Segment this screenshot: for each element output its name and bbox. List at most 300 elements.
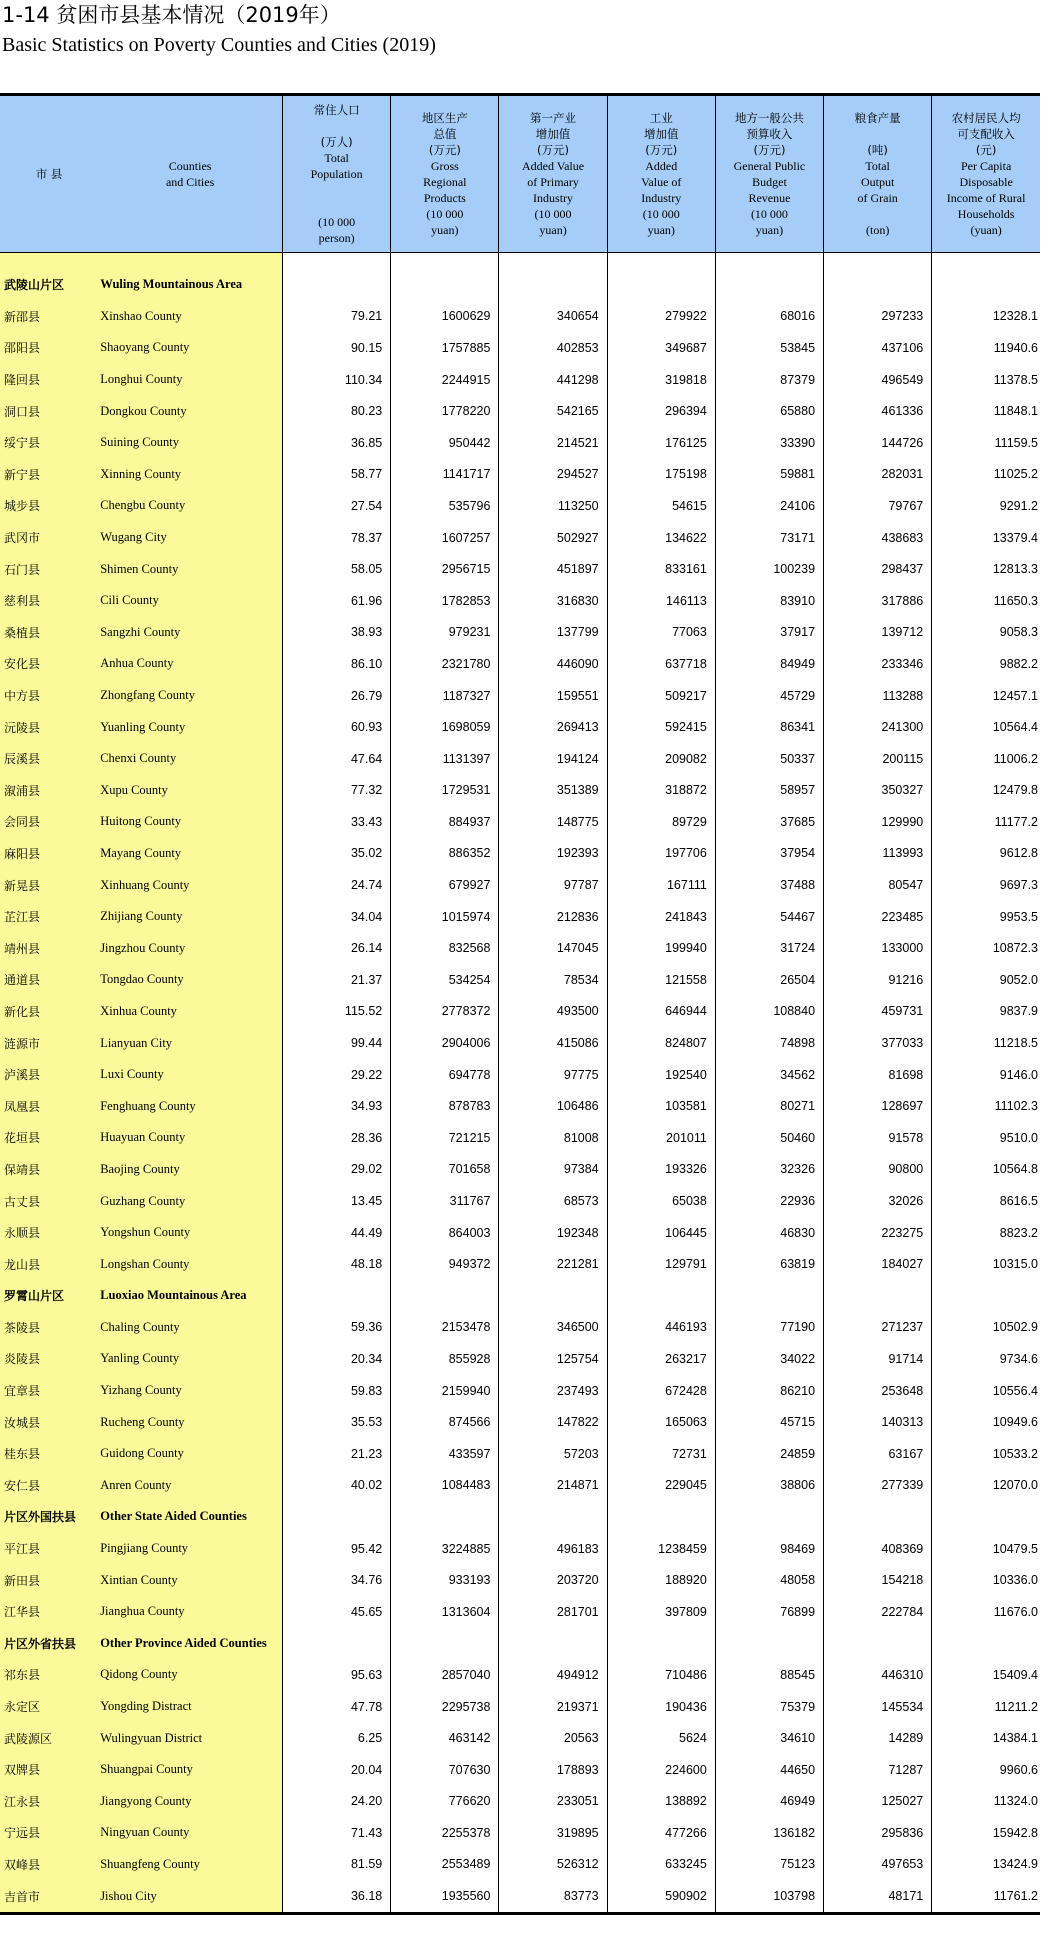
value-cell-industry: 188920: [607, 1564, 715, 1596]
column-header-line: of Primary: [527, 175, 579, 189]
county-name-english: Jishou City: [98, 1880, 282, 1912]
county-name-chinese: 茶陵县: [0, 1312, 98, 1344]
county-name-english: Xinning County: [98, 459, 282, 491]
value-cell-budget: 32326: [715, 1154, 823, 1186]
value-cell-primary: 68573: [499, 1185, 607, 1217]
table-row: [0, 1217, 1040, 1249]
value-cell-grain: 496549: [824, 364, 932, 396]
column-header-line: (10 000: [426, 207, 464, 221]
county-name-english: Ningyuan County: [98, 1817, 282, 1849]
value-cell-budget: 136182: [715, 1817, 823, 1849]
county-name-english: Xinshao County: [98, 301, 282, 333]
table-row: [0, 1786, 1040, 1818]
column-header-line: 粮食产量: [854, 111, 901, 125]
value-cell-industry: 77063: [607, 617, 715, 649]
value-cell-grain: 200115: [824, 743, 932, 775]
value-cell-grp: [391, 1280, 499, 1312]
value-cell-pop: 29.22: [283, 1059, 391, 1091]
value-cell-grain: 48171: [824, 1880, 932, 1912]
value-cell-grain: 317886: [824, 585, 932, 617]
value-cell-industry: 89729: [607, 806, 715, 838]
value-cell-grp: 1698059: [391, 711, 499, 743]
column-header-cn: [0, 96, 98, 253]
county-name-chinese: 江永县: [0, 1786, 98, 1818]
value-cell-budget: 34610: [715, 1722, 823, 1754]
value-cell-pop: 13.45: [283, 1185, 391, 1217]
county-name-chinese: 隆回县: [0, 364, 98, 396]
county-name-chinese: 中方县: [0, 680, 98, 712]
value-cell-budget: 74898: [715, 1027, 823, 1059]
value-cell-budget: 108840: [715, 996, 823, 1028]
value-cell-pop: 34.76: [283, 1564, 391, 1596]
value-cell-grp: 2904006: [391, 1027, 499, 1059]
value-cell-budget: 33390: [715, 427, 823, 459]
county-name-chinese: 芷江县: [0, 901, 98, 933]
column-header-line: Products: [423, 191, 466, 205]
value-cell-grain: 91216: [824, 964, 932, 996]
county-name-chinese: 桑植县: [0, 617, 98, 649]
table-row: [0, 743, 1040, 775]
county-name-english: Wulingyuan District: [98, 1722, 282, 1754]
value-cell-grp: 2956715: [391, 553, 499, 585]
value-cell-grain: 282031: [824, 459, 932, 491]
county-name-chinese: 吉首市: [0, 1880, 98, 1912]
column-header-line: 市 县: [35, 167, 63, 181]
table-row: [0, 932, 1040, 964]
column-header-line: Counties: [168, 159, 212, 173]
value-cell-primary: 221281: [499, 1248, 607, 1280]
county-name-chinese: 洞口县: [0, 395, 98, 427]
table-row: [0, 1722, 1040, 1754]
value-cell-pop: 86.10: [283, 648, 391, 680]
county-name-chinese: 石门县: [0, 553, 98, 585]
value-cell-income: 11006.2: [993, 751, 1038, 766]
value-cell-primary: 402853: [499, 332, 607, 364]
value-cell-pop: 95.63: [283, 1659, 391, 1691]
gap-cell: [0, 253, 98, 270]
value-cell-primary: 415086: [499, 1027, 607, 1059]
value-cell-grp: 832568: [391, 932, 499, 964]
table-row: [0, 1533, 1040, 1565]
value-cell-grp: 776620: [391, 1786, 499, 1818]
value-cell-budget: 63819: [715, 1248, 823, 1280]
value-cell-grain: [824, 1501, 932, 1533]
value-cell-pop: 48.18: [283, 1248, 391, 1280]
value-cell-grp: 1084483: [391, 1470, 499, 1502]
table-bottom-rule: [0, 1912, 1040, 1915]
column-header-line: (ton): [865, 223, 890, 237]
value-cell-pop: 71.43: [283, 1817, 391, 1849]
value-cell-pop: 47.64: [283, 743, 391, 775]
value-cell-primary: 147045: [499, 932, 607, 964]
value-cell-grp: 463142: [391, 1722, 499, 1754]
section-header-row: [0, 1628, 1040, 1660]
value-cell-grp: 2295738: [391, 1691, 499, 1723]
value-cell-industry: 65038: [607, 1185, 715, 1217]
value-cell-budget: 50460: [715, 1122, 823, 1154]
table-row: [0, 1154, 1040, 1186]
value-cell-income: 11378.5: [993, 372, 1038, 387]
value-cell-budget: 44650: [715, 1754, 823, 1786]
county-name-chinese: 新田县: [0, 1564, 98, 1596]
column-header-line: (10 000: [750, 207, 788, 221]
value-cell-pop: 95.42: [283, 1533, 391, 1565]
column-header-line: yuan): [539, 223, 567, 237]
column-header-line: 工业: [649, 111, 673, 125]
value-cell-grp: 2159940: [391, 1375, 499, 1407]
page-header: [2, 0, 436, 60]
value-cell-budget: 86210: [715, 1375, 823, 1407]
value-cell-grp: 2153478: [391, 1312, 499, 1344]
table-row: [0, 1880, 1040, 1912]
value-cell-primary: 203720: [499, 1564, 607, 1596]
value-cell-grp: 721215: [391, 1122, 499, 1154]
county-name-english: Huitong County: [98, 806, 282, 838]
value-cell-primary: [499, 1501, 607, 1533]
county-name-english: Anren County: [98, 1470, 282, 1502]
value-cell-budget: 45715: [715, 1406, 823, 1438]
value-cell-budget: 77190: [715, 1312, 823, 1344]
value-cell-pop: 78.37: [283, 522, 391, 554]
value-cell-grp: 2321780: [391, 648, 499, 680]
value-cell-industry: 592415: [607, 711, 715, 743]
value-cell-industry: 833161: [607, 553, 715, 585]
value-cell-grain: 297233: [824, 301, 932, 333]
column-header-line: 地区生产: [421, 111, 468, 125]
table-row: [0, 869, 1040, 901]
value-cell-industry: 190436: [607, 1691, 715, 1723]
value-cell-industry: 397809: [607, 1596, 715, 1628]
value-cell-budget: 75379: [715, 1691, 823, 1723]
column-header-en: [98, 96, 282, 253]
table-row: [0, 553, 1040, 585]
value-cell-primary: 147822: [499, 1406, 607, 1438]
value-cell-pop: 24.20: [283, 1786, 391, 1818]
value-cell-grp: 886352: [391, 838, 499, 870]
value-cell-industry: 590902: [607, 1880, 715, 1912]
value-cell-pop: 20.04: [283, 1754, 391, 1786]
value-cell-income: 11159.5: [994, 435, 1038, 450]
value-cell-industry: [607, 1628, 715, 1660]
value-cell-industry: 241843: [607, 901, 715, 933]
value-cell-income: 10872.3: [992, 941, 1038, 956]
county-name-chinese: 新宁县: [0, 459, 98, 491]
county-name-english: Cili County: [98, 585, 282, 617]
value-cell-grain: 128697: [824, 1090, 932, 1122]
value-cell-primary: 148775: [499, 806, 607, 838]
value-cell-budget: 76899: [715, 1596, 823, 1628]
value-cell-pop: 36.18: [283, 1880, 391, 1912]
value-cell-grain: 437106: [824, 332, 932, 364]
county-name-chinese: 江华县: [0, 1596, 98, 1628]
county-name-english: Mayang County: [98, 838, 282, 870]
value-cell-primary: 192393: [499, 838, 607, 870]
value-cell-pop: 20.34: [283, 1343, 391, 1375]
value-cell-primary: [499, 1628, 607, 1660]
value-cell-industry: 167111: [607, 869, 715, 901]
value-cell-income: 8823.2: [999, 1225, 1038, 1240]
value-cell-income: 10564.8: [992, 1162, 1038, 1177]
value-cell-grain: 350327: [824, 775, 932, 807]
value-cell-industry: 824807: [607, 1027, 715, 1059]
value-cell-primary: 340654: [499, 301, 607, 333]
value-cell-grp: 2778372: [391, 996, 499, 1028]
column-header-pop: [283, 96, 391, 253]
table-title-chinese: 1-14 贫困市县基本情况（2019年）: [2, 3, 341, 27]
county-name-english: Shuangfeng County: [98, 1849, 282, 1881]
column-header-line: Regional: [423, 175, 467, 189]
column-header-line: 增加值: [535, 127, 571, 141]
value-cell-industry: 72731: [607, 1438, 715, 1470]
value-cell-pop: 26.79: [283, 680, 391, 712]
value-cell-pop: 21.37: [283, 964, 391, 996]
section-name-chinese: 片区外省扶县: [0, 1628, 98, 1660]
value-cell-primary: 446090: [499, 648, 607, 680]
table-row: [0, 1406, 1040, 1438]
value-cell-grp: 2553489: [391, 1849, 499, 1881]
section-name-english: Luoxiao Mountainous Area: [98, 1280, 282, 1312]
value-cell-grain: [824, 1628, 932, 1660]
value-cell-industry: 263217: [607, 1343, 715, 1375]
column-header-line: 可支配收入: [957, 127, 1015, 141]
column-header-line: Revenue: [748, 191, 791, 205]
value-cell-pop: 61.96: [283, 585, 391, 617]
value-cell-budget: 46830: [715, 1217, 823, 1249]
column-header-line: 地方一般公共: [734, 111, 804, 125]
value-cell-grp: 1935560: [391, 1880, 499, 1912]
value-cell-pop: 60.93: [283, 711, 391, 743]
gap-cell: [715, 253, 823, 270]
county-name-chinese: 永定区: [0, 1691, 98, 1723]
value-cell-budget: 65880: [715, 395, 823, 427]
value-cell-income: 8616.5: [999, 1194, 1038, 1209]
value-cell-primary: 346500: [499, 1312, 607, 1344]
value-cell-budget: 84949: [715, 648, 823, 680]
value-cell-primary: 178893: [499, 1754, 607, 1786]
value-cell-income: 11676.0: [993, 1604, 1038, 1619]
value-cell-industry: 138892: [607, 1786, 715, 1818]
value-cell-income: 12328.1: [992, 309, 1038, 324]
value-cell-income: 11177.2: [994, 814, 1038, 829]
value-cell-grp: 864003: [391, 1217, 499, 1249]
value-cell-grp: 1607257: [391, 522, 499, 554]
value-cell-income: 12457.1: [992, 688, 1038, 703]
county-name-english: Longhui County: [98, 364, 282, 396]
value-cell-grp: 1778220: [391, 395, 499, 427]
value-cell-income: 10315.0: [992, 1257, 1038, 1272]
value-cell-grain: 113993: [824, 838, 932, 870]
table-row: [0, 1375, 1040, 1407]
table-row: [0, 1596, 1040, 1628]
table-row: [0, 459, 1040, 491]
value-cell-income: 13424.9: [992, 1857, 1038, 1872]
column-header-line: (万人): [320, 135, 353, 149]
county-name-chinese: 新邵县: [0, 301, 98, 333]
table-row: [0, 806, 1040, 838]
value-cell-grp: 694778: [391, 1059, 499, 1091]
column-header-line: Income of Rural: [946, 191, 1026, 205]
column-header-line: Total: [865, 159, 890, 173]
value-cell-industry: 637718: [607, 648, 715, 680]
value-cell-pop: [283, 269, 391, 301]
value-cell-budget: 37685: [715, 806, 823, 838]
county-name-chinese: 宁远县: [0, 1817, 98, 1849]
value-cell-budget: [715, 1280, 823, 1312]
column-header-line: Industry: [533, 191, 574, 205]
value-cell-pop: 6.25: [283, 1722, 391, 1754]
value-cell-income: 15942.8: [992, 1825, 1038, 1840]
column-header-line: Added: [645, 159, 678, 173]
column-header-line: [826, 126, 929, 142]
value-cell-budget: 68016: [715, 301, 823, 333]
value-cell-grp: 855928: [391, 1343, 499, 1375]
value-cell-income: [932, 1628, 1040, 1660]
value-cell-grp: 1015974: [391, 901, 499, 933]
county-name-english: Jiangyong County: [98, 1786, 282, 1818]
value-cell-grain: 223485: [824, 901, 932, 933]
table-row: [0, 617, 1040, 649]
value-cell-primary: 269413: [499, 711, 607, 743]
county-name-chinese: 双峰县: [0, 1849, 98, 1881]
value-cell-budget: 73171: [715, 522, 823, 554]
value-cell-income: 9146.0: [999, 1067, 1038, 1082]
column-header-line: (10 000: [534, 207, 572, 221]
value-cell-primary: 214871: [499, 1470, 607, 1502]
county-name-english: Zhongfang County: [98, 680, 282, 712]
county-name-chinese: 城步县: [0, 490, 98, 522]
column-header-line: Added Value: [521, 159, 585, 173]
column-header-line: Population: [310, 167, 363, 181]
column-header-line: Gross: [430, 159, 459, 173]
value-cell-industry: 318872: [607, 775, 715, 807]
county-name-english: Wugang City: [98, 522, 282, 554]
value-cell-pop: 35.02: [283, 838, 391, 870]
value-cell-industry: 209082: [607, 743, 715, 775]
value-cell-income: 14384.1: [992, 1731, 1038, 1746]
value-cell-income: 9291.2: [999, 498, 1038, 513]
value-cell-grp: 535796: [391, 490, 499, 522]
value-cell-industry: 1238459: [607, 1533, 715, 1565]
value-cell-budget: 59881: [715, 459, 823, 491]
value-cell-primary: 451897: [499, 553, 607, 585]
table-row: [0, 1343, 1040, 1375]
county-name-english: Lianyuan City: [98, 1027, 282, 1059]
value-cell-income: 9882.2: [999, 656, 1038, 671]
value-cell-income: 11324.0: [993, 1794, 1038, 1809]
value-cell-income: 9837.9: [999, 1004, 1038, 1019]
value-cell-grp: 1187327: [391, 680, 499, 712]
value-cell-income: 11211.2: [994, 1699, 1038, 1714]
county-name-english: Yizhang County: [98, 1375, 282, 1407]
county-name-english: Chengbu County: [98, 490, 282, 522]
county-name-chinese: 龙山县: [0, 1248, 98, 1280]
column-header-line: person): [318, 231, 355, 245]
table-row: [0, 522, 1040, 554]
county-name-english: Qidong County: [98, 1659, 282, 1691]
value-cell-industry: 193326: [607, 1154, 715, 1186]
value-cell-pop: 33.43: [283, 806, 391, 838]
column-header-line: (元): [975, 143, 997, 157]
header-gap-row: [0, 253, 1040, 270]
table-row: [0, 838, 1040, 870]
value-cell-budget: 37917: [715, 617, 823, 649]
county-name-english: Yuanling County: [98, 711, 282, 743]
value-cell-budget: 46949: [715, 1786, 823, 1818]
value-cell-budget: 24859: [715, 1438, 823, 1470]
value-cell-grain: 459731: [824, 996, 932, 1028]
value-cell-budget: 86341: [715, 711, 823, 743]
county-name-chinese: 涟源市: [0, 1027, 98, 1059]
value-cell-income: 11940.6: [993, 340, 1038, 355]
county-name-chinese: 会同县: [0, 806, 98, 838]
value-cell-grain: 71287: [824, 1754, 932, 1786]
value-cell-income: 12070.0: [992, 1478, 1038, 1493]
value-cell-industry: 199940: [607, 932, 715, 964]
statistics-table-container: [0, 93, 1040, 1915]
value-cell-industry: 710486: [607, 1659, 715, 1691]
column-header-line: of Grain: [857, 191, 898, 205]
county-name-english: Jianghua County: [98, 1596, 282, 1628]
value-cell-industry: 224600: [607, 1754, 715, 1786]
column-header-line: [285, 198, 388, 214]
value-cell-primary: 233051: [499, 1786, 607, 1818]
county-name-english: Xinhua County: [98, 996, 282, 1028]
value-cell-primary: 106486: [499, 1090, 607, 1122]
value-cell-budget: 45729: [715, 680, 823, 712]
value-cell-grain: 139712: [824, 617, 932, 649]
value-cell-pop: 58.77: [283, 459, 391, 491]
value-cell-grp: [391, 1501, 499, 1533]
gap-cell: [499, 253, 607, 270]
value-cell-industry: 477266: [607, 1817, 715, 1849]
county-name-chinese: 沅陵县: [0, 711, 98, 743]
value-cell-grp: 933193: [391, 1564, 499, 1596]
county-name-chinese: 花垣县: [0, 1122, 98, 1154]
value-cell-industry: 5624: [607, 1722, 715, 1754]
value-cell-primary: [499, 269, 607, 301]
column-header-line: Per Capita: [960, 159, 1012, 173]
value-cell-income: 10479.5: [992, 1541, 1038, 1556]
value-cell-pop: 29.02: [283, 1154, 391, 1186]
county-name-english: Tongdao County: [98, 964, 282, 996]
gap-cell: [607, 253, 715, 270]
value-cell-grain: 79767: [824, 490, 932, 522]
table-row: [0, 1059, 1040, 1091]
value-cell-pop: 99.44: [283, 1027, 391, 1059]
table-row: [0, 427, 1040, 459]
value-cell-grain: 438683: [824, 522, 932, 554]
gap-cell: [824, 253, 932, 270]
value-cell-grain: 63167: [824, 1438, 932, 1470]
value-cell-pop: 27.54: [283, 490, 391, 522]
table-row: [0, 901, 1040, 933]
column-header-budget: [715, 96, 823, 253]
value-cell-pop: 35.53: [283, 1406, 391, 1438]
county-name-chinese: 安仁县: [0, 1470, 98, 1502]
table-row: [0, 395, 1040, 427]
column-header-line: [826, 206, 929, 222]
gap-cell: [391, 253, 499, 270]
value-cell-grain: 253648: [824, 1375, 932, 1407]
value-cell-budget: [715, 269, 823, 301]
value-cell-grain: 81698: [824, 1059, 932, 1091]
value-cell-industry: 54615: [607, 490, 715, 522]
value-cell-budget: 75123: [715, 1849, 823, 1881]
county-name-chinese: 古丈县: [0, 1185, 98, 1217]
value-cell-budget: 83910: [715, 585, 823, 617]
column-header-line: and Cities: [165, 175, 215, 189]
value-cell-budget: 54467: [715, 901, 823, 933]
